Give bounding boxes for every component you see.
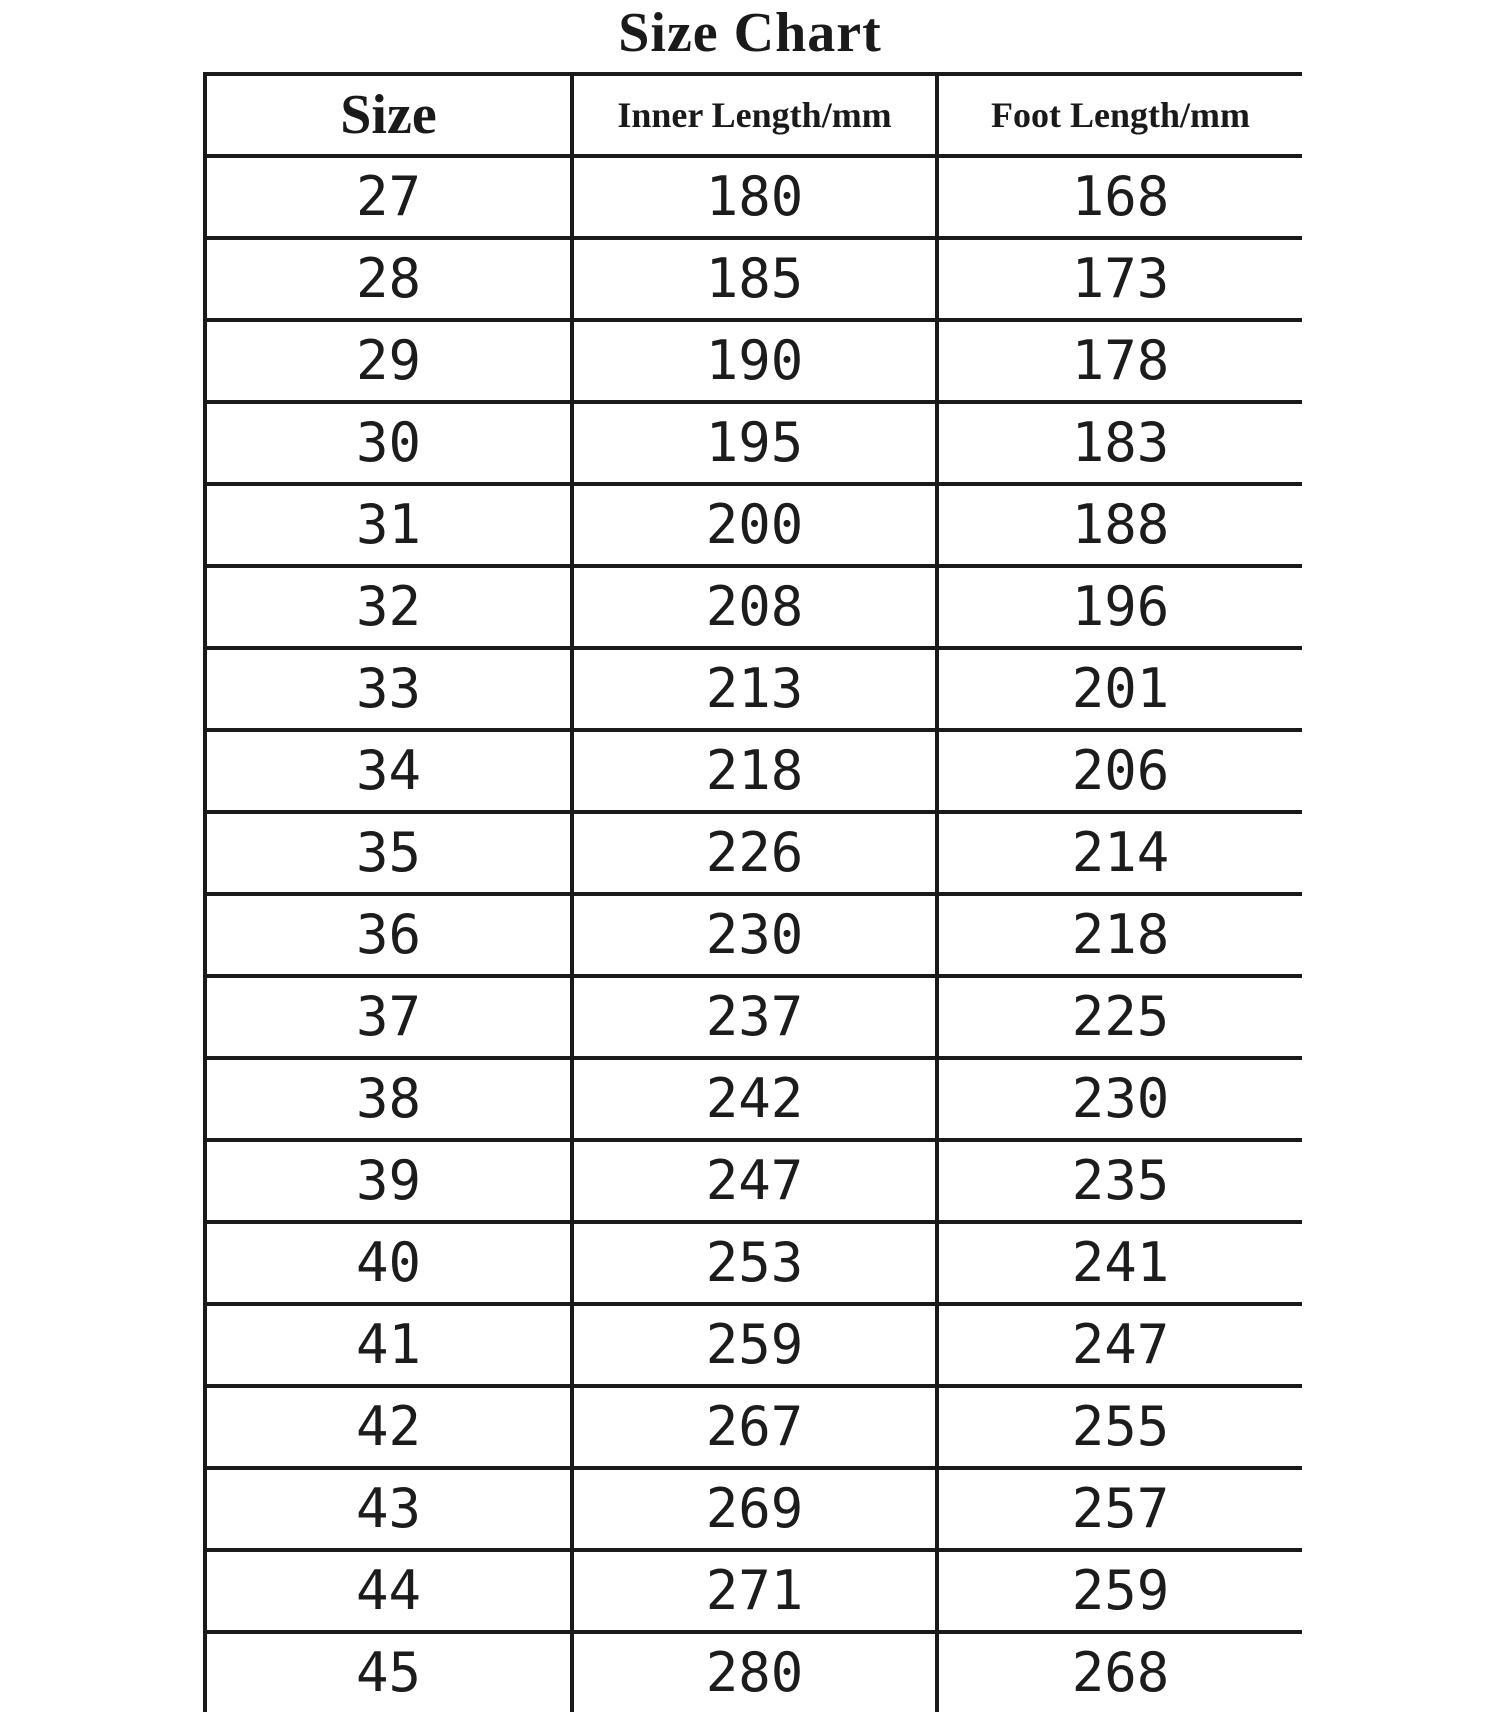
inner-length-cell: 218 [572,730,937,812]
size-cell: 39 [205,1140,572,1222]
foot-length-cell: 255 [937,1386,1302,1468]
size-cell: 30 [205,402,572,484]
inner-length-cell: 267 [572,1386,937,1468]
inner-length-cell: 230 [572,894,937,976]
foot-length-cell: 178 [937,320,1302,402]
table-row [205,1468,1302,1550]
size-cell: 44 [205,1550,572,1632]
size-table [203,72,1302,1712]
foot-length-cell: 259 [937,1550,1302,1632]
inner-length-cell: 247 [572,1140,937,1222]
table-row [205,1304,1302,1386]
foot-length-cell: 196 [937,566,1302,648]
size-cell: 33 [205,648,572,730]
table-row [205,402,1302,484]
size-cell: 38 [205,1058,572,1140]
inner-length-cell: 213 [572,648,937,730]
table-body [205,156,1302,1712]
size-cell: 34 [205,730,572,812]
foot-length-cell: 257 [937,1468,1302,1550]
page-title: Size Chart [618,2,882,64]
inner-length-cell: 185 [572,238,937,320]
table-row [205,484,1302,566]
inner-length-cell: 269 [572,1468,937,1550]
table-row [205,894,1302,976]
inner-length-cell: 253 [572,1222,937,1304]
table-row [205,730,1302,812]
table-row [205,976,1302,1058]
size-cell: 31 [205,484,572,566]
size-cell: 36 [205,894,572,976]
foot-length-cell: 183 [937,402,1302,484]
foot-length-cell: 241 [937,1222,1302,1304]
foot-length-cell: 201 [937,648,1302,730]
header-foot-length: Foot Length/mm [937,74,1302,156]
table-row [205,1386,1302,1468]
size-cell: 42 [205,1386,572,1468]
inner-length-cell: 242 [572,1058,937,1140]
inner-length-cell: 226 [572,812,937,894]
inner-length-cell: 200 [572,484,937,566]
table-row [205,1140,1302,1222]
table-row [205,1222,1302,1304]
inner-length-cell: 259 [572,1304,937,1386]
inner-length-cell: 271 [572,1550,937,1632]
table-row [205,320,1302,402]
table-row [205,1550,1302,1632]
inner-length-cell: 190 [572,320,937,402]
foot-length-cell: 188 [937,484,1302,566]
size-cell: 45 [205,1632,572,1712]
table-row [205,1058,1302,1140]
size-cell: 27 [205,156,572,238]
inner-length-cell: 180 [572,156,937,238]
size-cell: 35 [205,812,572,894]
size-cell: 41 [205,1304,572,1386]
foot-length-cell: 206 [937,730,1302,812]
size-cell: 37 [205,976,572,1058]
header-row [205,74,1302,156]
foot-length-cell: 218 [937,894,1302,976]
table-row [205,156,1302,238]
table-row [205,812,1302,894]
header-size: Size [205,74,572,156]
size-cell: 32 [205,566,572,648]
inner-length-cell: 237 [572,976,937,1058]
table-row [205,238,1302,320]
foot-length-cell: 268 [937,1632,1302,1712]
foot-length-cell: 225 [937,976,1302,1058]
inner-length-cell: 195 [572,402,937,484]
table-row [205,566,1302,648]
size-cell: 29 [205,320,572,402]
inner-length-cell: 280 [572,1632,937,1712]
inner-length-cell: 208 [572,566,937,648]
foot-length-cell: 247 [937,1304,1302,1386]
size-cell: 43 [205,1468,572,1550]
foot-length-cell: 168 [937,156,1302,238]
size-cell: 28 [205,238,572,320]
foot-length-cell: 235 [937,1140,1302,1222]
table-row [205,648,1302,730]
foot-length-cell: 230 [937,1058,1302,1140]
size-cell: 40 [205,1222,572,1304]
foot-length-cell: 173 [937,238,1302,320]
table-row [205,1632,1302,1712]
header-inner-length: Inner Length/mm [572,74,937,156]
foot-length-cell: 214 [937,812,1302,894]
